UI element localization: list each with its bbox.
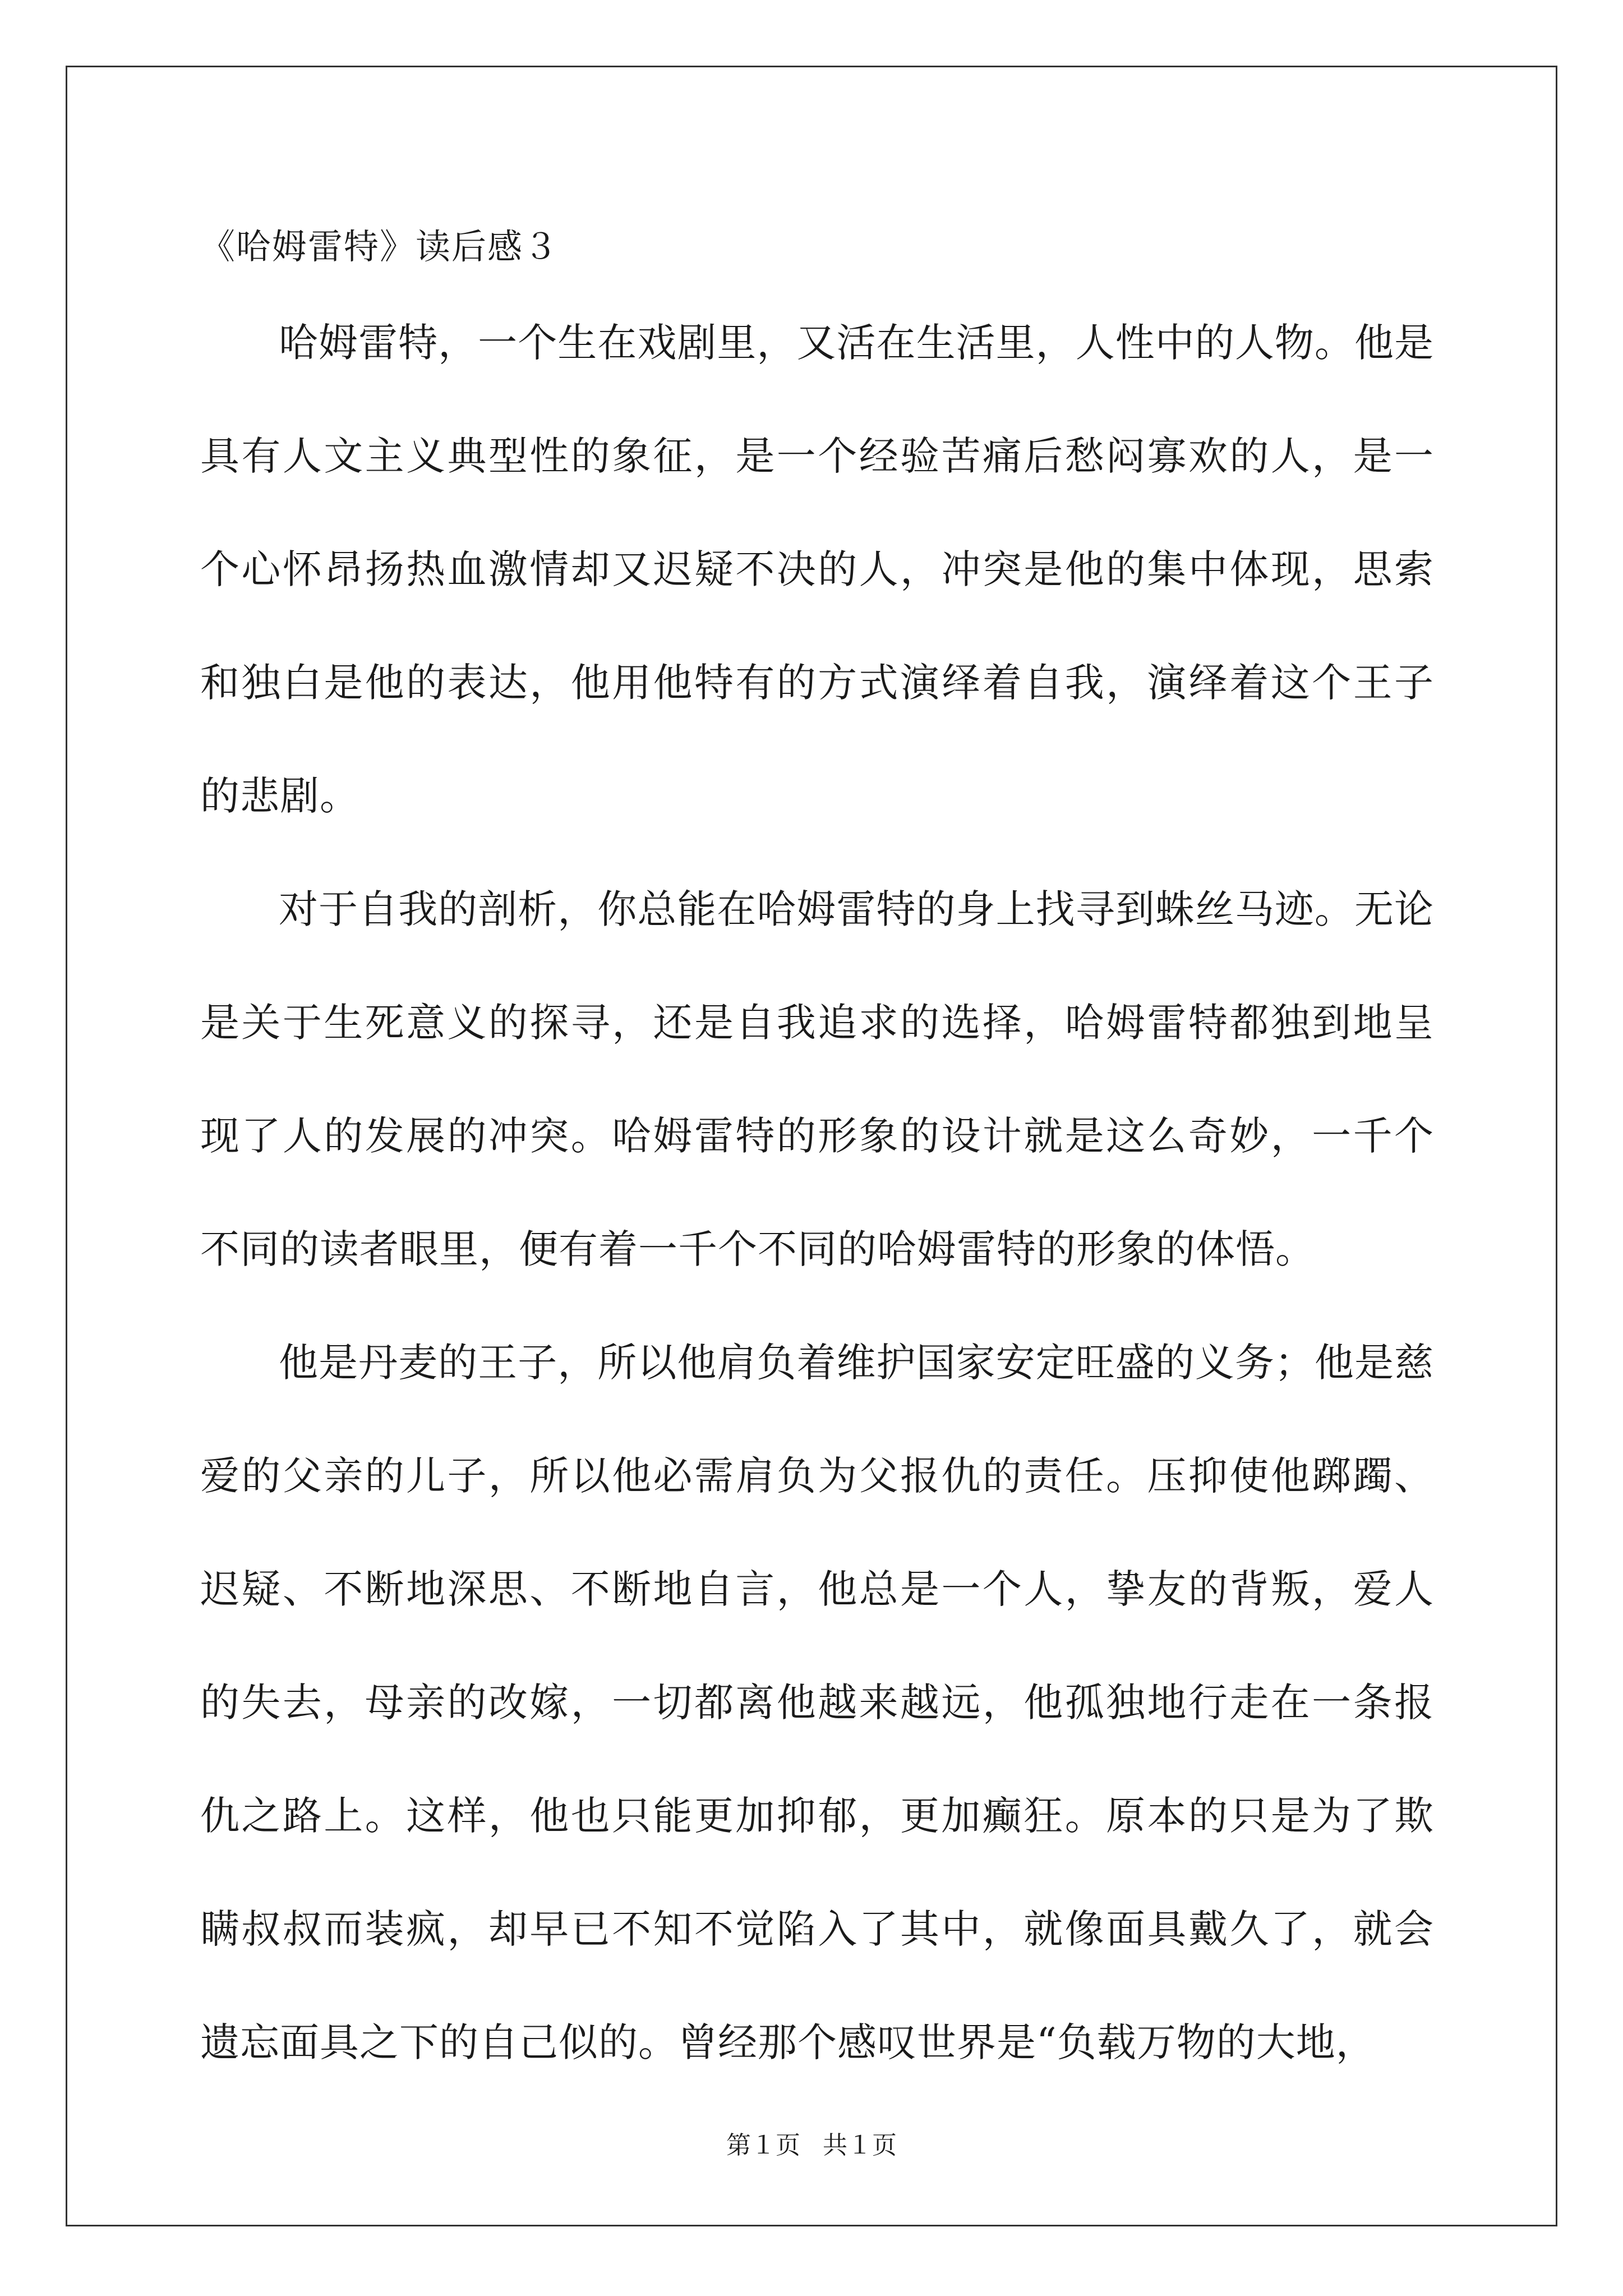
page-total: 共１页	[823, 2131, 897, 2160]
paragraph-1: 哈姆雷特，一个生在戏剧里，又活在生活里，人性中的人物。他是具有人文主义典型性的象征，是一个经验苦痛后愁闷寡欢的人，是一个心怀昂扬热血激情却又迟疑不决的人，冲突是他的集中体现，思索和独白是他的表达，他用他特有的方式演绎着自我，演绎着这个王子的悲剧。	[200, 320, 1434, 819]
page-footer	[0, 2129, 1623, 2162]
page-number: 第１页	[726, 2131, 800, 2160]
paragraph-3: 他是丹麦的王子，所以他肩负着维护国家安定旺盛的义务；他是慈爱的父亲的儿子，所以他必需肩负为父报仇的责任。压抑使他踯躅、迟疑、不断地深思、不断地自言，他总是一个人，挚友的背叛，爱人的失去，母亲的改嫁，一切都离他越来越远，他孤独地行走在一条报仇之路上。这样，他也只能更加抑郁，更加癫狂。原本的只是为了欺瞒叔叔而装疯，却早已不知不觉陷入了其中，就像面具戴久了，就会遗忘面具之下的自己似的。曾经那个感叹世界是“负载万物的大地，	[200, 1340, 1434, 2065]
document-body	[200, 208, 1434, 2099]
paragraph-2: 对于自我的剖析，你总能在哈姆雷特的身上找寻到蛛丝马迹。无论是关于生死意义的探寻，还是自我追求的选择，哈姆雷特都独到地呈现了人的发展的冲突。哈姆雷特的形象的设计就是这么奇妙，一千个不同的读者眼里，便有着一千个不同的哈姆雷特的形象的体悟。	[200, 886, 1434, 1272]
document-title: 《哈姆雷特》读后感３	[200, 226, 560, 267]
